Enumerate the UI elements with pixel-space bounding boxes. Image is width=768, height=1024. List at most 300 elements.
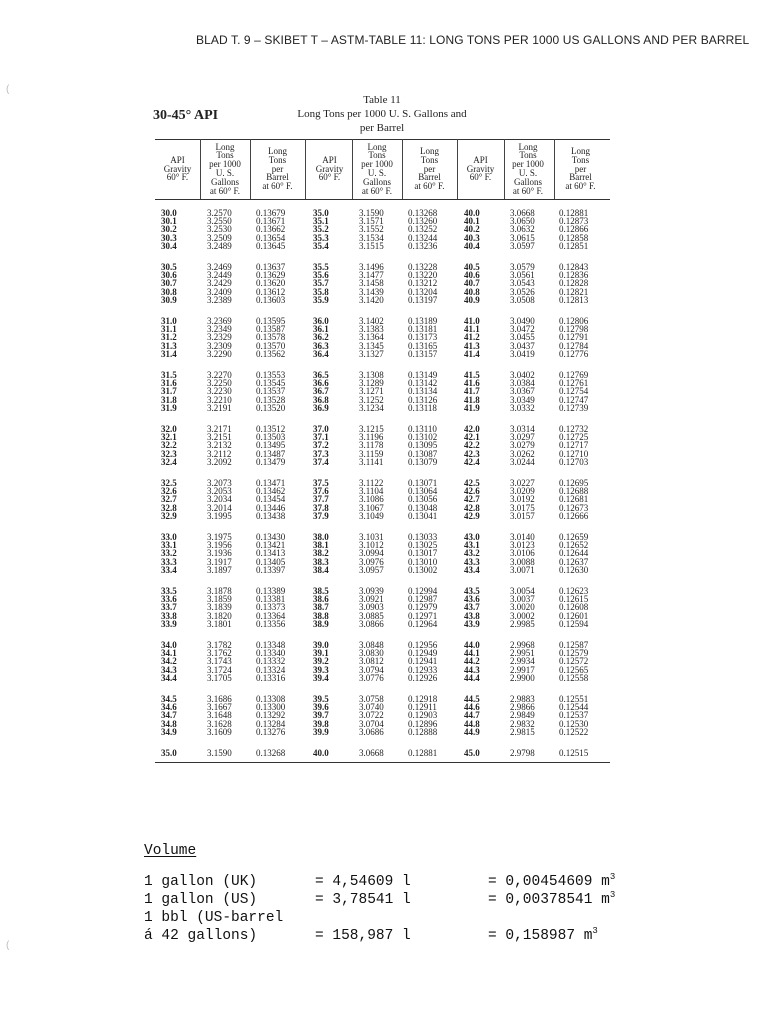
- header-line: API: [473, 154, 488, 165]
- table-cell: 0.13244: [408, 232, 438, 243]
- table-cell: 3.2112: [207, 448, 232, 459]
- table-cell: 35.9: [313, 294, 329, 305]
- table-cell: 3.0903: [359, 602, 384, 613]
- table-cell: 0.13389: [256, 586, 286, 596]
- scan-mark: (: [6, 84, 10, 95]
- table-cell: 3.0650: [510, 216, 535, 227]
- row-group: [408, 425, 437, 479]
- table-cell: 37.1: [313, 432, 329, 443]
- table-cell: 42.9: [464, 510, 480, 521]
- table-cell: 0.12964: [408, 618, 438, 629]
- table-cell: 3.2309: [207, 340, 232, 351]
- exponent: 3: [609, 890, 616, 901]
- table-cell: 0.12873: [559, 216, 589, 227]
- table-cell: 31.1: [161, 324, 177, 335]
- table-cell: 3.2014: [207, 502, 232, 513]
- table-cell: 0.12666: [559, 510, 589, 521]
- volume-cubic-metre-value: [488, 928, 598, 944]
- row-group: [313, 263, 329, 317]
- row-group: [161, 209, 177, 263]
- header-line: Long: [419, 146, 439, 156]
- table-cell: 3.0526: [510, 286, 535, 297]
- table-cell: 34.0: [161, 640, 177, 650]
- row-group: [359, 695, 384, 749]
- table-cell: 3.0812: [359, 656, 384, 667]
- table-cell: 32.8: [161, 502, 177, 513]
- table-cell: 43.8: [464, 610, 480, 621]
- header-line: per: [574, 163, 587, 174]
- row-group: [464, 749, 480, 803]
- table-cell: 30.0: [161, 208, 177, 218]
- table-cell: 32.1: [161, 432, 177, 443]
- row-group: [510, 209, 535, 263]
- table-cell: 3.0632: [510, 224, 535, 235]
- table-cell: 31.4: [161, 348, 177, 359]
- table-cell: 3.1743: [207, 656, 232, 667]
- table-cell: 34.8: [161, 718, 177, 729]
- table-cell: 3.1975: [207, 532, 232, 542]
- row-group: [510, 371, 535, 425]
- table-cell: 0.12608: [559, 602, 589, 613]
- header-line: at 60° F.: [262, 181, 293, 192]
- table-cell: 39.6: [313, 702, 329, 713]
- table-cell: 3.2349: [207, 324, 232, 335]
- table-cell: 36.6: [313, 378, 329, 389]
- row-group: [464, 641, 480, 695]
- row-group: [510, 425, 535, 479]
- header-line: Long: [518, 141, 538, 152]
- table-cell: 2.9798: [510, 748, 535, 758]
- table-cell: 35.4: [313, 240, 329, 251]
- table-cell: 34.4: [161, 672, 177, 683]
- table-cell: 3.1141: [359, 456, 384, 467]
- table-cell: 3.0615: [510, 232, 535, 243]
- table-cell: 0.13430: [256, 532, 286, 542]
- row-group: [161, 587, 177, 641]
- table-cell: 3.1724: [207, 664, 232, 675]
- table-cell: 3.1271: [359, 386, 384, 397]
- table-cell: 3.2509: [207, 232, 232, 243]
- table-cell: 0.13629: [256, 270, 286, 281]
- table-cell: 0.13662: [256, 224, 286, 235]
- table-cell: 38.0: [313, 532, 329, 542]
- table-cell: 34.9: [161, 726, 177, 737]
- table-cell: 3.2469: [207, 262, 232, 272]
- tons-per-gallons-column: [207, 209, 232, 803]
- table-cell: 33.9: [161, 618, 177, 629]
- table-cell: 3.1086: [359, 494, 384, 505]
- table-cell: 0.12659: [559, 532, 589, 542]
- table-cell: 44.8: [464, 718, 480, 729]
- table-cell: 41.8: [464, 394, 480, 405]
- table-cell: 0.13236: [408, 240, 438, 251]
- table-cell: 3.2570: [207, 208, 232, 218]
- table-cell: 32.4: [161, 456, 177, 467]
- table-cell: 32.9: [161, 510, 177, 521]
- row-group: [510, 479, 535, 533]
- table-cell: 3.1571: [359, 216, 384, 227]
- header-api-gravity: [307, 141, 352, 197]
- table-cell: 0.12949: [408, 648, 438, 659]
- table-cell: 3.1104: [359, 486, 384, 497]
- table-cell: 37.2: [313, 440, 329, 451]
- table-cell: 3.2290: [207, 348, 232, 359]
- table-cell: 0.13454: [256, 494, 286, 505]
- row-group: [408, 479, 437, 533]
- row-group: [313, 371, 329, 425]
- cubic-metre-text: = 0,158987 m: [488, 928, 593, 944]
- table-cell: 3.0367: [510, 386, 535, 397]
- tons-per-gallons-column: [510, 209, 535, 803]
- row-group: [161, 479, 177, 533]
- row-group: [161, 263, 177, 317]
- table-cell: 3.2171: [207, 424, 232, 434]
- table-cell: 3.0957: [359, 564, 384, 575]
- table-cell: 0.13570: [256, 340, 286, 351]
- table-cell: 3.1956: [207, 540, 232, 551]
- table-cell: 3.0175: [510, 502, 535, 513]
- row-group: [510, 263, 535, 317]
- table-cell: 3.0740: [359, 702, 384, 713]
- table-cell: 3.0037: [510, 594, 535, 605]
- table-cell: 3.1345: [359, 340, 384, 351]
- table-cell: 0.12558: [559, 672, 589, 683]
- table-cell: 38.6: [313, 594, 329, 605]
- table-cell: 31.9: [161, 402, 177, 413]
- table-column-divider: [305, 139, 306, 199]
- table-cell: 0.12791: [559, 332, 589, 343]
- row-group: [359, 209, 384, 263]
- table-cell: 36.5: [313, 370, 329, 380]
- table-cell: 0.12851: [559, 240, 589, 251]
- table-cell: 44.1: [464, 648, 480, 659]
- table-cell: 3.2034: [207, 494, 232, 505]
- volume-title: Volume: [144, 843, 197, 859]
- row-group: [256, 533, 285, 587]
- table-cell: 0.13017: [408, 548, 438, 559]
- table-cell: 39.9: [313, 726, 329, 737]
- table-cell: 0.13537: [256, 386, 286, 397]
- table-cell: 3.1705: [207, 672, 232, 683]
- table-cell: 0.12798: [559, 324, 589, 335]
- table-cell: 31.3: [161, 340, 177, 351]
- table-cell: 3.0140: [510, 532, 535, 542]
- table-cell: 0.13421: [256, 540, 286, 551]
- table-cell: 38.7: [313, 602, 329, 613]
- table-cell: 3.1122: [359, 478, 384, 488]
- table-cell: 3.0384: [510, 378, 535, 389]
- header-line: per 1000: [209, 159, 241, 170]
- table-cell: 36.8: [313, 394, 329, 405]
- table-cell: 3.1917: [207, 556, 232, 567]
- table-cell: 36.3: [313, 340, 329, 351]
- table-cell: 40.9: [464, 294, 480, 305]
- table-cell: 32.0: [161, 424, 177, 434]
- table-cell: 0.13292: [256, 710, 286, 721]
- row-group: [313, 317, 329, 371]
- table-cell: 0.12979: [408, 602, 438, 613]
- table-cell: 0.13503: [256, 432, 286, 443]
- table-cell: 3.2270: [207, 370, 232, 380]
- table-cell: 0.12987: [408, 594, 438, 605]
- table-cell: 0.13071: [408, 478, 438, 488]
- row-group: [464, 479, 480, 533]
- table-cell: 0.13087: [408, 448, 438, 459]
- table-cell: 36.4: [313, 348, 329, 359]
- header-line: Long: [215, 141, 235, 152]
- table-cell: 3.0419: [510, 348, 535, 359]
- table-cell: 36.0: [313, 316, 329, 326]
- row-group: [559, 371, 588, 425]
- table-cell: 0.13595: [256, 316, 286, 326]
- row-group: [559, 209, 588, 263]
- table-cell: 34.2: [161, 656, 177, 667]
- api-gravity-column: [161, 209, 177, 803]
- table-cell: 0.12652: [559, 540, 589, 551]
- table-cell: 33.7: [161, 602, 177, 613]
- table-cell: 3.0314: [510, 424, 535, 434]
- table-cell: 32.6: [161, 486, 177, 497]
- table-cell: 39.0: [313, 640, 329, 650]
- table-cell: 0.13654: [256, 232, 286, 243]
- cubic-metre-text: = 0,00454609 m: [488, 874, 610, 890]
- table-cell: 0.13260: [408, 216, 438, 227]
- table-cell: 32.3: [161, 448, 177, 459]
- row-group: [313, 749, 329, 803]
- header-line: at 60° F.: [361, 185, 393, 196]
- table-top-rule: [155, 139, 610, 140]
- table-cell: 36.2: [313, 332, 329, 343]
- header-line: per: [423, 163, 436, 174]
- table-cell: 38.8: [313, 610, 329, 621]
- table-cell: 33.8: [161, 610, 177, 621]
- row-group: [359, 263, 384, 317]
- table-cell: 0.12858: [559, 232, 589, 243]
- table-cell: 39.8: [313, 718, 329, 729]
- header-tons-per-1000-gallons: [503, 141, 553, 197]
- table-cell: 2.9815: [510, 726, 535, 737]
- table-cell: 3.0976: [359, 556, 384, 567]
- table-cell: 41.2: [464, 332, 480, 343]
- table-cell: 40.7: [464, 278, 480, 289]
- table-cell: 3.0157: [510, 510, 535, 521]
- table-cell: 3.1196: [359, 432, 384, 443]
- table-cell: 3.0402: [510, 370, 535, 380]
- table-cell: 34.6: [161, 702, 177, 713]
- table-cell: 43.1: [464, 540, 480, 551]
- row-group: [510, 587, 535, 641]
- table-cell: 3.2250: [207, 378, 232, 389]
- row-group: [256, 263, 285, 317]
- table-cell: 30.3: [161, 232, 177, 243]
- table-cell: 41.6: [464, 378, 480, 389]
- row-group: [256, 209, 285, 263]
- table-cell: 0.13110: [408, 424, 437, 434]
- table-cell: 0.12630: [559, 564, 589, 575]
- table-cell: 45.0: [464, 748, 480, 758]
- table-cell: 36.9: [313, 402, 329, 413]
- table-cell: 0.12739: [559, 402, 589, 413]
- table-cell: 44.4: [464, 672, 480, 683]
- table-cell: 0.12888: [408, 726, 438, 737]
- table-cell: 3.1049: [359, 510, 384, 521]
- table-cell: 3.0227: [510, 478, 535, 488]
- row-group: [464, 695, 480, 749]
- row-group: [408, 641, 437, 695]
- table-cell: 35.3: [313, 232, 329, 243]
- table-cell: 3.1820: [207, 610, 232, 621]
- table-cell: 3.0192: [510, 494, 535, 505]
- table-cell: 43.7: [464, 602, 480, 613]
- table-cell: 0.12828: [559, 278, 589, 289]
- row-group: [207, 371, 232, 425]
- header-line: 60° F.: [318, 172, 341, 183]
- table-cell: 3.1534: [359, 232, 384, 243]
- table-cell: 3.1839: [207, 602, 232, 613]
- table-cell: 2.9985: [510, 618, 535, 629]
- table-cell: 3.2210: [207, 394, 232, 405]
- table-cell: 2.9866: [510, 702, 535, 713]
- table-cell: 40.3: [464, 232, 480, 243]
- table-cell: 42.5: [464, 478, 480, 488]
- table-cell: 37.7: [313, 494, 329, 505]
- table-cell: 0.13252: [408, 224, 438, 235]
- header-line: API: [322, 154, 337, 165]
- table-cell: 35.7: [313, 278, 329, 289]
- row-group: [207, 209, 232, 263]
- cubic-metre-text: = 0,00378541 m: [488, 892, 610, 908]
- table-cell: 3.1252: [359, 394, 384, 405]
- header-line: API: [170, 154, 185, 165]
- row-group: [161, 371, 177, 425]
- table-cell: 0.13316: [256, 672, 286, 683]
- row-group: [408, 749, 437, 803]
- table-cell: 3.0332: [510, 402, 535, 413]
- table-cell: 40.4: [464, 240, 480, 251]
- table-cell: 3.0437: [510, 340, 535, 351]
- table-cell: 37.6: [313, 486, 329, 497]
- table-cell: 30.7: [161, 278, 177, 289]
- header-tons-per-barrel: [250, 141, 305, 197]
- row-group: [359, 371, 384, 425]
- table-cell: 42.2: [464, 440, 480, 451]
- table-cell: 2.9832: [510, 718, 535, 729]
- table-cell: 0.13479: [256, 456, 286, 467]
- table-cell: 3.2191: [207, 402, 232, 413]
- row-group: [256, 587, 285, 641]
- table-cell: 0.13324: [256, 664, 286, 675]
- tons-per-barrel-column: [408, 209, 437, 803]
- header-api-gravity: [458, 141, 503, 197]
- row-group: [207, 749, 232, 803]
- volume-litres-value: = 4,54609 l: [315, 874, 411, 890]
- table-cell: 41.7: [464, 386, 480, 397]
- table-cell: 31.2: [161, 332, 177, 343]
- header-line: at 60° F.: [209, 185, 241, 196]
- table-cell: 3.0349: [510, 394, 535, 405]
- table-cell: 41.1: [464, 324, 480, 335]
- table-cell: 3.2409: [207, 286, 232, 297]
- table-cell: 3.0297: [510, 432, 535, 443]
- row-group: [161, 695, 177, 749]
- table-cell: 42.4: [464, 456, 480, 467]
- row-group: [359, 749, 384, 803]
- header-line: Tons: [571, 154, 590, 165]
- table-cell: 2.9849: [510, 710, 535, 721]
- table-cell: 30.2: [161, 224, 177, 235]
- row-group: [256, 317, 285, 371]
- table-cell: 38.4: [313, 564, 329, 575]
- table-cell: 43.6: [464, 594, 480, 605]
- row-group: [161, 317, 177, 371]
- header-line: Gallons: [211, 176, 239, 187]
- table-cell: 34.3: [161, 664, 177, 675]
- row-group: [207, 641, 232, 695]
- table-cell: 0.13413: [256, 548, 286, 559]
- table-cell: 38.5: [313, 586, 329, 596]
- table-cell: 34.5: [161, 694, 177, 704]
- scan-mark: (: [6, 940, 10, 951]
- table-cell: 0.13495: [256, 440, 286, 451]
- table-cell: 3.1859: [207, 594, 232, 605]
- table-cell: 43.4: [464, 564, 480, 575]
- header-line: Barrel: [569, 172, 592, 183]
- table-cell: 0.12971: [408, 610, 438, 621]
- table-cell: 3.0543: [510, 278, 535, 289]
- table-cell: 0.12594: [559, 618, 589, 629]
- table-cell: 35.8: [313, 286, 329, 297]
- table-cell: 33.5: [161, 586, 177, 596]
- table-cell: 0.12769: [559, 370, 589, 380]
- row-group: [464, 533, 480, 587]
- table-cell: 40.5: [464, 262, 480, 272]
- table-title-line: per Barrel: [359, 122, 405, 134]
- header-line: Tons: [420, 154, 439, 165]
- table-cell: 3.0508: [510, 294, 535, 305]
- row-group: [256, 371, 285, 425]
- table-cell: 3.2132: [207, 440, 232, 451]
- table-cell: 0.13228: [408, 262, 438, 272]
- table-cell: 3.0597: [510, 240, 535, 251]
- table-cell: 0.13181: [408, 324, 438, 335]
- table-cell: 0.12717: [559, 440, 589, 451]
- table-cell: 35.2: [313, 224, 329, 235]
- table-cell: 0.12637: [559, 556, 589, 567]
- table-cell: 30.6: [161, 270, 177, 281]
- table-cell: 0.13578: [256, 332, 286, 343]
- table-cell: 3.0455: [510, 332, 535, 343]
- row-group: [559, 479, 588, 533]
- table-cell: 39.3: [313, 664, 329, 675]
- header-line: Gallons: [363, 176, 391, 187]
- row-group: [464, 587, 480, 641]
- table-cell: 0.13212: [408, 278, 438, 289]
- volume-cubic-metre-value: [488, 874, 615, 890]
- table-cell: 0.13512: [256, 424, 286, 434]
- table-cell: 0.13471: [256, 478, 286, 488]
- table-cell: 40.0: [464, 208, 480, 218]
- tons-per-barrel-column: [256, 209, 285, 803]
- table-cell: 42.0: [464, 424, 480, 434]
- table-cell: 41.3: [464, 340, 480, 351]
- row-group: [464, 209, 480, 263]
- header-line: at 60° F.: [414, 181, 445, 192]
- table-cell: 3.1801: [207, 618, 232, 629]
- row-group: [359, 479, 384, 533]
- table-cell: 0.13645: [256, 240, 286, 251]
- table-cell: 36.1: [313, 324, 329, 335]
- table-cell: 41.0: [464, 316, 480, 326]
